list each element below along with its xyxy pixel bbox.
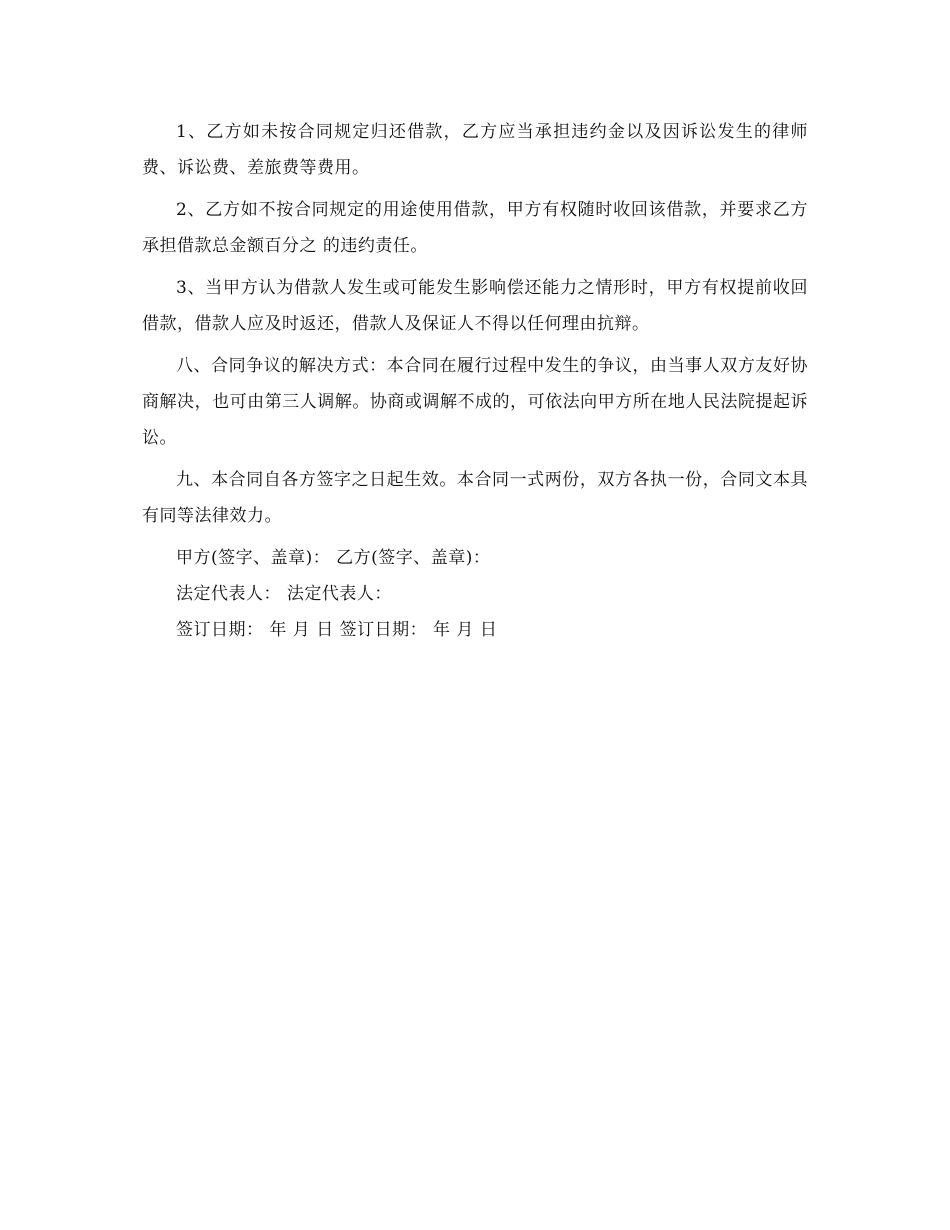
- clause-1-overdue-penalty: 1、乙方如未按合同规定归还借款，乙方应当承担违约金以及因诉讼发生的律师费、诉讼费、差旅费等费用。: [142, 122, 808, 178]
- clause-3-early-recall: 3、当甲方认为借款人发生或可能发生影响偿还能力之情形时，甲方有权提前收回借款，借款人应及时返还，借款人及保证人不得以任何理由抗辩。: [142, 278, 808, 334]
- document-page: [142, 114, 808, 648]
- clause-dispute-resolution: 八、合同争议的解决方式：本合同在履行过程中发生的争议，由当事人双方友好协商解决，也可由第三人调解。协商或调解不成的，可依法向甲方所在地人民法院提起诉讼。: [142, 356, 808, 448]
- signature-dates: 签订日期： 年 月 日 签订日期： 年 月 日: [176, 620, 498, 640]
- signature-block: [142, 540, 808, 648]
- clause-effectiveness: 九、本合同自各方签字之日起生效。本合同一式两份，双方各执一份，合同文本具有同等法律效力。: [142, 470, 808, 526]
- clause-2-misuse-penalty: 2、乙方如不按合同规定的用途使用借款，甲方有权随时收回该借款，并要求乙方承担借款总金额百分之 的违约责任。: [142, 200, 808, 256]
- signature-representatives: 法定代表人： 法定代表人：: [176, 584, 392, 604]
- signature-parties: 甲方(签字、盖章)： 乙方(签字、盖章)：: [176, 548, 491, 568]
